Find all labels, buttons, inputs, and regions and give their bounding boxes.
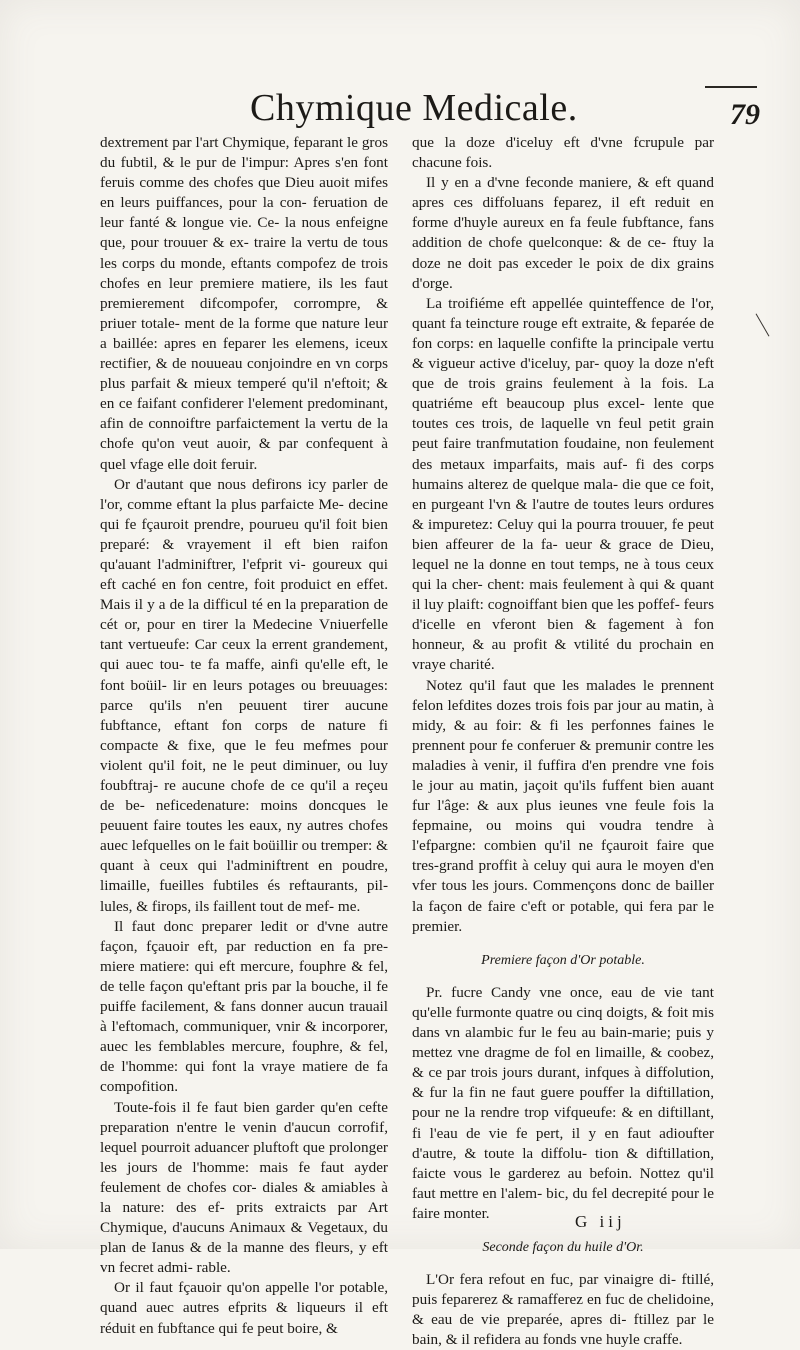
right-paragraph-6: L'Or fera refout en fuc, par vinaigre di- ftillé, puis feparerez & ramafferez en fuc de chelidoine, & eau de vie preparée, apres di- ftillez par le bain, & il refidera au fonds vne huyle craffe. [412,1271,714,1349]
left-paragraph-5: Or il faut fçauoir qu'on appelle l'or potable, quand auec autres efprits & liqueurs il eft réduit en fubftance qui fe peut boire, & [100,1279,388,1337]
left-column [100,133,388,1339]
section-heading-2: Seconde façon du huile d'Or. [482,1239,644,1255]
section-heading-1: Premiere façon d'Or potable. [481,952,645,968]
right-paragraph-5: Pr. fucre Candy vne once, eau de vie tant qu'elle furmonte quatre ou cinq doigts, & foit mis dans vn alambic fur le feu au bain-marie; puis y mettez vne dragme de fol en limaille, & coobez, & ce par trois jours durant, infques à diffolution, & fur la fin ne faut guere pouffer la diftillation, pour ne la rendre trop vifqueufe: & en diftillant, fi l'eau de vie fe pert, il y en faut adioufter d'autre, & toute la diffolu- tion & diftillation, faicte vous le garderez au befoin. Nottez qu'il faut mettre en l'alem- bic, du fel decrepité pour le faire monter. [412,983,714,1222]
page-header [0,78,800,138]
right-paragraph-2: Il y en a d'vne feconde maniere, & eft quand apres ces diffoluans feparez, il eft reduit en forme d'huyle aureux en fa feule fubftance, fans addition de chofe quelconque: & de ce- ftuy la doze ne doit pas exceder le poix de dix grains d'orge. [412,174,714,292]
right-column [412,133,714,1350]
running-title: Chymique Medicale. [250,87,578,129]
left-paragraph-4: Toute-fois il fe faut bien garder qu'en cefte preparation n'entre le venin d'aucun corrofif, lequel pourroit aduancer pluftoft que prolonger les jours de l'homme: mais fe faut ayder feulement de chofes cor- diales & amiables à la nature: des ef- prits extraicts par Art Chymique, d'aucuns Animaux & Vegetaux, du plan de Ianus & de la manne des fleurs, y eft vn fecret admi- rable. [100,1098,388,1277]
right-paragraph-1: que la doze d'iceluy eft d'vne fcrupule par chacune fois. [412,134,714,172]
right-paragraph-4: Notez qu'il faut que les malades le prennent felon lefdites dozes trois fois par jour au matin, à midy, & au foir: & fi les perfonnes faines le prennent pour fe conferuer & premunir contre les maladies à venir, il fuffira d'en prendre vne fois le jour au matin, jaçoit qu'ils fuffent bien auant fur l'âge: & aux plus ieunes vne feule fois la fepmaine, ou moins qui voudra tendre à l'efpargne: combien qu'il ne fçauroit faire que tres-grand proffit à celuy qui aura le moyen d'en vfer tous les jours. Commençons donc de bailler la façon de faire c'eft or potable, qui fera par le premier. [412,676,714,935]
left-paragraph-2: Or d'autant que nous defirons icy parler de l'or, comme eftant la plus parfaicte Me- decine qui fe fçauroit prendre, pourueu qu'il foit bien preparé: & vrayement il eft bien raifon qu'auant l'adminiftrer, l'efprit vi- goureux qui eft caché en fon centre, foit produict en effet. Mais il y a de la difficul té en la preparation de cét or, pour en tirer la Medecine Vniuerfelle tant vertueufe: Car ceux la errent grandement, qui auec tou- te fa maffe, ainfi qu'elle eft, le font boüil- lir en leurs potages ou breuuages: parce qu'ils n'en peuuent tirer aucune fubftance, eftant fon corps de nature fi compacte & fixe, que le feu mefmes pour violent qu'il foit, ne le peut diminuer, ou luy foubftraj- re aucune chofe de ce qu'il a reçeu de be- neficedenature: moins doncques le peuuent faire toutes les eaux, ny autres chofes auec lefquelles on le fait boüillir ou tremper: & quant à ceux qui l'adminiftrent en poudre, limaille, fueilles fubtiles és reftaurants, pil- lules, & firops, ils faillent tout de mef- me. [100,475,388,915]
left-paragraph-1: dextrement par l'art Chymique, feparant le gros du fubtil, & le pur de l'impur: Apres s'en font feruis comme des chofes que Dieu auoit mifes en leurs puiffances, pour la con- feruation de leur fanté & longue vie. Ce- la nous enfeigne que, pour trouuer & ex- traire la vertu de tous les corps du monde, eftants compofez de trois chofes en leur premiere matiere, ils les faut premierement difcompofer, corrompre, & priuer totale- ment de la forme que nature leur a baillée: apres en feparer les elemens, iceux rectifier, & de nouueau conjoindre en vn corps plus parfait & mieux temperé qu'il n'eftoit; & en ce faifant confiderer l'element predominant, afin de connoiftre parfaictement la vertu de la chofe qu'on veut auoir, & par confequent à quel vfage elle doit feruir. [100,134,388,473]
right-paragraph-3: La troifiéme eft appellée quinteffence de l'or, quant fa teincture rouge eft extraite, & feparée de fon corps: en laquelle confifte la principale vertu & vigueur active d'iceluy, par- quoy la doze n'eft que de trois grains feulement à la fois. La quatriéme eft beaucoup plus excel- lente que toutes ces trois, de laquelle vn feul petit grain peut faire tranfmutation foudaine, non feulement des metaux imparfaits, mais auf- fi des corps humains alterez de quelque mala- die que ce foit, en purgeant l'vn & l'autre de toutes leurs ordures & impuretez: Celuy qui la pourra trouuer, fe peut bien affeurer de la fa- ueur & grace de Dieu, lequel ne la donne en tout temps, ne à tous ceux qui la cher- chent: mais feulement à qui & quant il luy plaift: cognoiffant bien que les poffef- feurs d'icelle en vferont bien & fagement à fon honneur, & au profit & vtilité du prochain en vraye charité. [412,294,714,674]
left-paragraph-3: Il faut donc preparer ledit or d'vne autre façon, fçauoir eft, par reduction en fa pre- miere matiere: qui eft mercure, fouphre & fel, de telle façon qu'eftant pris par la bouche, il fe puiffe facilement, & fans donner aucun trauail à l'eftomach, communiquer, vnir & incorporer, auec les femblables mercure, fouphre, & fel, de l'homme: qui font la vraye matiere de fa compofition. [100,917,388,1096]
page-number: 79 [730,98,760,131]
signature-mark: G iij [575,1212,626,1231]
header-rule [705,86,757,88]
margin-mark [756,313,770,336]
